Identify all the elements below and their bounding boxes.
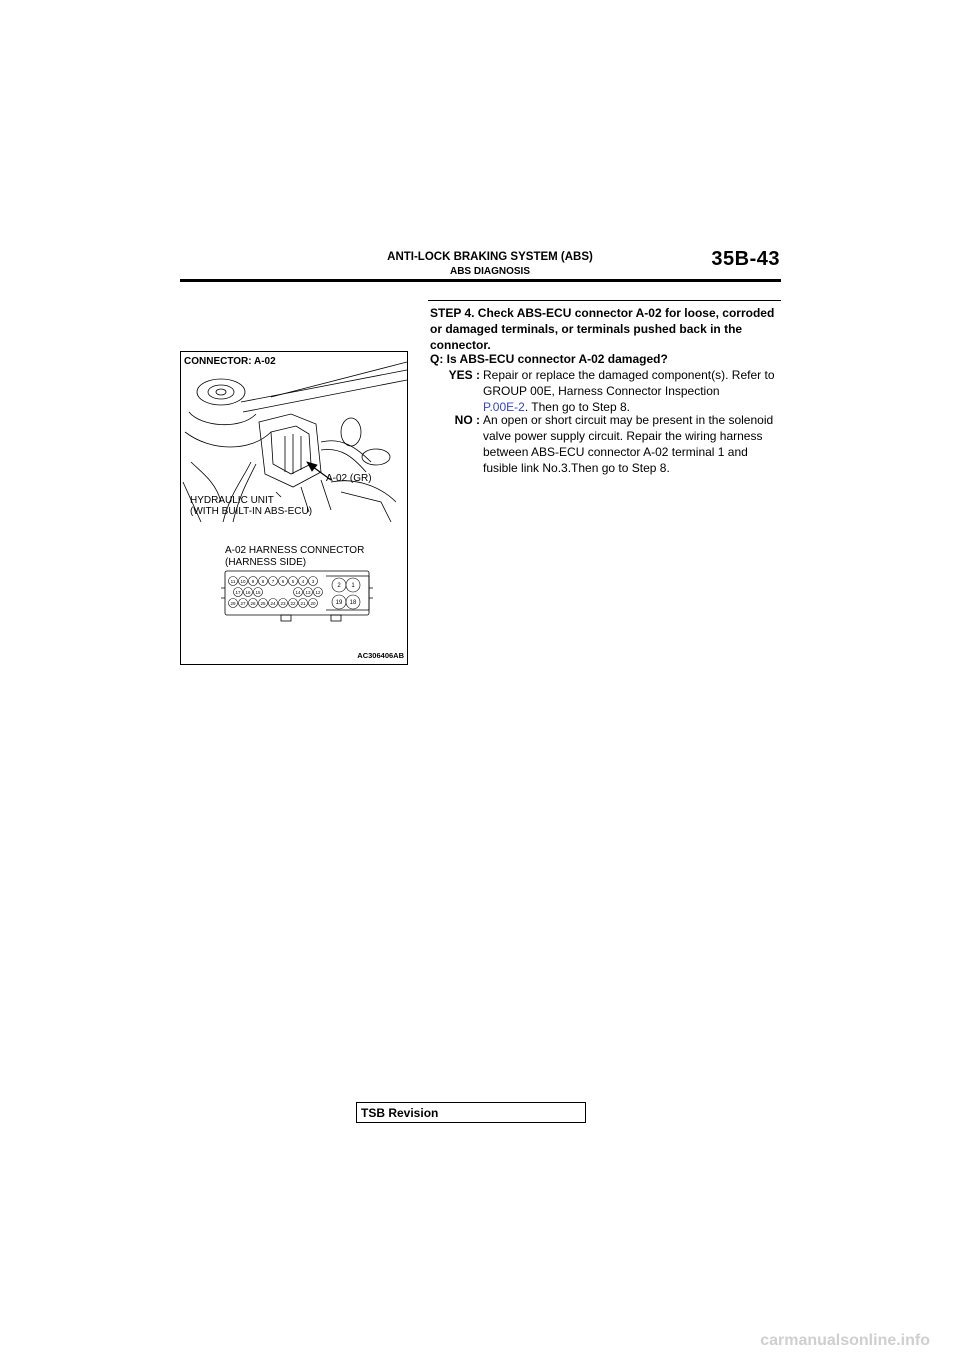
step-title: STEP 4. Check ABS-ECU connector A-02 for loose, corroded or damaged terminals, or terminals pushed back in the connector. bbox=[430, 306, 775, 352]
pin-2-label: 2 bbox=[337, 582, 341, 589]
pin-10-label: 10 bbox=[240, 578, 246, 584]
header-subtitle: ABS DIAGNOSIS bbox=[449, 266, 530, 277]
pin-1-label: 1 bbox=[351, 582, 355, 589]
pin-7-label: 7 bbox=[271, 578, 275, 584]
tsb-revision-box: TSB Revision bbox=[356, 1102, 586, 1123]
pin-19-label: 19 bbox=[335, 599, 343, 606]
diagnostic-question: Q: Is ABS-ECU connector A-02 damaged? bbox=[430, 352, 668, 366]
harness-connector-label: A-02 HARNESS CONNECTOR bbox=[225, 545, 365, 556]
pin-20-label: 20 bbox=[310, 600, 316, 606]
yes-answer-text: Repair or replace the damaged component(s). Refer to GROUP 00E, Harness Connector Inspection bbox=[483, 368, 775, 398]
pin-25-label: 25 bbox=[260, 600, 266, 606]
hydraulic-unit-label: HYDRAULIC UNIT bbox=[190, 495, 274, 506]
pin-5-label: 5 bbox=[291, 578, 295, 584]
pin-16-label: 16 bbox=[245, 589, 251, 595]
pin-15-label: 15 bbox=[255, 589, 261, 595]
pin-11-label: 11 bbox=[230, 578, 236, 584]
page-number: 35B-43 bbox=[711, 248, 780, 270]
figure-title: CONNECTOR: A-02 bbox=[184, 356, 276, 367]
pin-8-label: 8 bbox=[261, 578, 265, 584]
pin-12-label: 12 bbox=[315, 589, 321, 595]
yes-label: YES : bbox=[448, 368, 480, 382]
pin-17-label: 17 bbox=[235, 589, 241, 595]
harness-side-label: (HARNESS SIDE) bbox=[225, 557, 307, 568]
pin-29-label: 29 bbox=[230, 600, 236, 606]
step-rule bbox=[428, 300, 781, 301]
pin-22-label: 22 bbox=[290, 600, 296, 606]
pin-3-label: 3 bbox=[311, 578, 315, 584]
yes-answer-after: . Then go to Step 8. bbox=[524, 400, 630, 414]
pin-4-label: 4 bbox=[301, 578, 305, 584]
header-title: ANTI-LOCK BRAKING SYSTEM (ABS) bbox=[387, 251, 593, 263]
pin-18-label: 18 bbox=[349, 599, 357, 606]
hydraulic-unit-sublabel: (WITH BUILT-IN ABS-ECU) bbox=[190, 506, 313, 517]
no-label: NO : bbox=[454, 413, 480, 427]
figure-code: AC306406AB bbox=[357, 651, 404, 660]
pin-13-label: 13 bbox=[305, 589, 311, 595]
pin-23-label: 23 bbox=[280, 600, 286, 606]
pin-21-label: 21 bbox=[300, 600, 306, 606]
connector-callout: A-02 (GR) bbox=[326, 473, 372, 484]
header-rule bbox=[180, 279, 781, 282]
no-answer: An open or short circuit may be present in the solenoid valve power supply circuit. Repair the wiring harness between ABS-ECU connector A-02 terminal 1 and fusible link No.3.Then go to Step 8. bbox=[483, 413, 774, 475]
pin-9-label: 9 bbox=[251, 578, 255, 584]
pin-27-label: 27 bbox=[240, 600, 246, 606]
pin-26-label: 26 bbox=[250, 600, 256, 606]
footer-watermark: carmanualsonline.info bbox=[760, 1332, 930, 1349]
pin-24-label: 24 bbox=[270, 600, 276, 606]
pin-14-label: 14 bbox=[295, 589, 301, 595]
yes-reference-link[interactable]: P.00E-2 bbox=[483, 400, 525, 414]
yes-answer bbox=[483, 367, 783, 415]
pin-6-label: 6 bbox=[281, 578, 285, 584]
connector-figure bbox=[180, 351, 408, 665]
